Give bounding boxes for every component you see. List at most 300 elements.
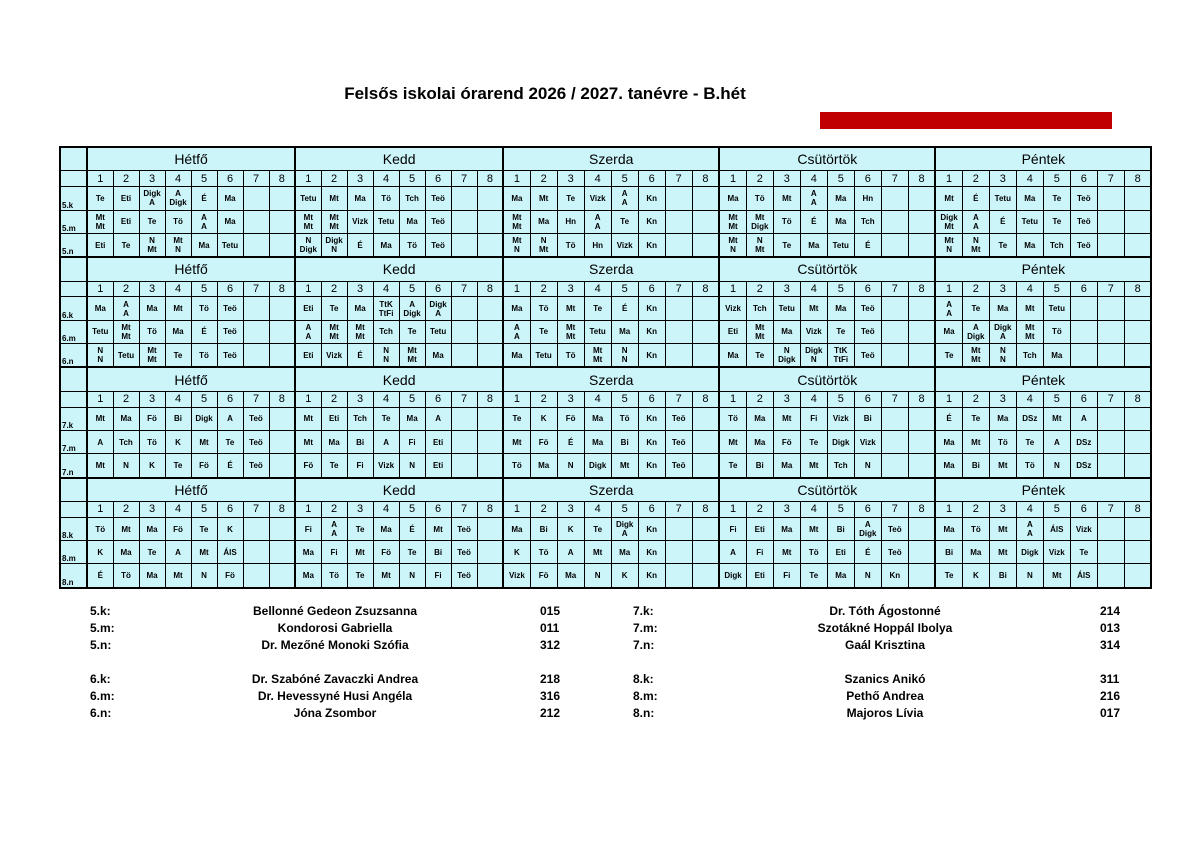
period-number: 8 — [269, 391, 295, 407]
lesson-cell: N N — [373, 344, 399, 368]
lesson-cell: A A — [962, 210, 989, 233]
lesson-cell: N — [1043, 454, 1070, 478]
lesson-cell: Fö — [191, 454, 217, 478]
legend-class: 8.m: — [633, 689, 658, 703]
lesson-cell: Ma — [611, 541, 638, 564]
lesson-cell: Ma — [746, 430, 773, 453]
lesson-cell: Ma — [425, 344, 451, 368]
lesson-cell: Mt N — [165, 233, 191, 257]
lesson-cell: Te — [935, 344, 962, 368]
period-number: 1 — [295, 501, 321, 517]
lesson-cell — [881, 297, 908, 320]
lesson-cell — [477, 430, 503, 453]
day-header: Péntek — [935, 478, 1151, 502]
period-number: 4 — [800, 501, 827, 517]
period-number-row — [60, 171, 1151, 187]
period-number: 3 — [139, 281, 165, 297]
lesson-cell: N — [1016, 564, 1043, 588]
lesson-cell: A A — [1016, 517, 1043, 540]
class-label: 6.n — [60, 344, 87, 368]
lesson-cell: N Mt — [746, 233, 773, 257]
lesson-cell: Mt — [530, 187, 557, 210]
lesson-cell: A Digk — [962, 320, 989, 343]
lesson-cell: Tö — [530, 297, 557, 320]
lesson-cell: Mt — [611, 454, 638, 478]
lesson-cell — [692, 541, 719, 564]
lesson-cell: Mt — [503, 430, 530, 453]
page-title: Felsős iskolai órarend 2026 / 2027. tanévre - B.hét — [344, 84, 746, 103]
lesson-cell — [477, 454, 503, 478]
period-number: 8 — [477, 171, 503, 187]
lesson-cell — [269, 541, 295, 564]
lesson-cell: N — [399, 564, 425, 588]
period-number: 1 — [719, 501, 746, 517]
period-number: 4 — [584, 501, 611, 517]
class-label: 7.n — [60, 454, 87, 478]
corner-cell — [60, 367, 87, 391]
lesson-cell: Tö — [962, 517, 989, 540]
lesson-cell: Ma — [935, 454, 962, 478]
lesson-cell: Mt — [373, 564, 399, 588]
lesson-cell — [665, 344, 692, 368]
period-number: 2 — [962, 281, 989, 297]
period-number: 7 — [665, 391, 692, 407]
class-row — [60, 517, 1151, 540]
lesson-cell: A — [165, 541, 191, 564]
day-header-row — [60, 257, 1151, 281]
period-number: 2 — [113, 501, 139, 517]
lesson-cell: Tö — [611, 407, 638, 430]
period-number: 5 — [1043, 281, 1070, 297]
lesson-cell: Tö — [191, 344, 217, 368]
lesson-cell: Teö — [425, 233, 451, 257]
lesson-cell: A — [373, 430, 399, 453]
lesson-cell — [908, 430, 935, 453]
lesson-cell: Ma — [113, 407, 139, 430]
lesson-cell: N Digk — [773, 344, 800, 368]
lesson-cell: K — [503, 541, 530, 564]
lesson-cell: K — [530, 407, 557, 430]
lesson-cell: Tetu — [1043, 297, 1070, 320]
lesson-cell — [908, 517, 935, 540]
legend-class: 7.m: — [633, 621, 658, 635]
period-number: 8 — [269, 171, 295, 187]
lesson-cell: Tch — [113, 430, 139, 453]
lesson-cell: A — [719, 541, 746, 564]
class-row — [60, 344, 1151, 368]
period-number: 2 — [746, 501, 773, 517]
period-number: 3 — [989, 171, 1016, 187]
lesson-cell — [908, 187, 935, 210]
lesson-cell: Kn — [638, 233, 665, 257]
period-number: 6 — [638, 171, 665, 187]
lesson-cell: Te — [746, 344, 773, 368]
lesson-cell: Eti — [719, 320, 746, 343]
lesson-cell: Ma — [139, 297, 165, 320]
lesson-cell: Digk — [191, 407, 217, 430]
lesson-cell: Te — [962, 407, 989, 430]
lesson-cell — [477, 344, 503, 368]
lesson-cell: É — [347, 344, 373, 368]
lesson-cell: Digk — [1016, 541, 1043, 564]
period-number: 1 — [87, 391, 113, 407]
lesson-cell: Teö — [854, 297, 881, 320]
lesson-cell: Ma — [217, 187, 243, 210]
lesson-cell: Eti — [746, 517, 773, 540]
corner-cell — [60, 391, 87, 407]
lesson-cell: Tch — [854, 210, 881, 233]
period-number: 2 — [113, 391, 139, 407]
lesson-cell: Tetu — [113, 344, 139, 368]
lesson-cell: Tetu — [217, 233, 243, 257]
period-number: 5 — [191, 501, 217, 517]
lesson-cell: Tö — [719, 407, 746, 430]
lesson-cell: Mt Mt — [139, 344, 165, 368]
lesson-cell — [692, 297, 719, 320]
period-number: 5 — [611, 391, 638, 407]
lesson-cell: Mt Mt — [321, 210, 347, 233]
lesson-cell: Vizk — [854, 430, 881, 453]
lesson-cell: Mt — [1043, 564, 1070, 588]
period-number: 2 — [113, 281, 139, 297]
lesson-cell — [269, 430, 295, 453]
lesson-cell: Eti — [827, 541, 854, 564]
lesson-cell: K — [139, 454, 165, 478]
legend-room: 216 — [1100, 689, 1121, 703]
lesson-cell: Mt — [800, 454, 827, 478]
day-header: Szerda — [503, 367, 719, 391]
period-number: 5 — [827, 281, 854, 297]
class-row — [60, 233, 1151, 257]
lesson-cell: N Mt — [530, 233, 557, 257]
legend-teacher: Gaál Krisztina — [844, 638, 926, 652]
lesson-cell: Digk — [827, 430, 854, 453]
lesson-cell: A A — [191, 210, 217, 233]
period-number: 1 — [503, 501, 530, 517]
lesson-cell: Te — [719, 454, 746, 478]
lesson-cell: Tetu — [425, 320, 451, 343]
lesson-cell: Kn — [638, 454, 665, 478]
class-row — [60, 210, 1151, 233]
period-number: 7 — [451, 171, 477, 187]
lesson-cell — [1070, 344, 1097, 368]
lesson-cell: Ma — [935, 517, 962, 540]
period-number: 1 — [295, 171, 321, 187]
lesson-cell — [908, 564, 935, 588]
lesson-cell: Teö — [1070, 233, 1097, 257]
lesson-cell: Tö — [87, 517, 113, 540]
legend-row — [0, 706, 1200, 723]
lesson-cell: Tö — [1016, 454, 1043, 478]
lesson-cell: Te — [800, 564, 827, 588]
legend-class: 7.k: — [633, 604, 654, 618]
lesson-cell — [477, 407, 503, 430]
lesson-cell: A A — [611, 187, 638, 210]
legend-room: 316 — [540, 689, 561, 703]
lesson-cell: Ma — [584, 430, 611, 453]
period-number: 3 — [989, 501, 1016, 517]
legend-room: 212 — [540, 706, 561, 720]
lesson-cell: Teö — [451, 564, 477, 588]
lesson-cell: Teö — [451, 541, 477, 564]
legend-teacher: Majoros Lívia — [846, 706, 924, 720]
period-number: 4 — [800, 391, 827, 407]
lesson-cell: Fi — [295, 517, 321, 540]
class-row — [60, 564, 1151, 588]
lesson-cell: Mt Mt — [584, 344, 611, 368]
lesson-cell: Teö — [217, 320, 243, 343]
period-number: 5 — [399, 501, 425, 517]
legend-teacher: Szanics Anikó — [844, 672, 926, 686]
lesson-cell: É — [611, 297, 638, 320]
class-label: 8.m — [60, 541, 87, 564]
lesson-cell — [1097, 564, 1124, 588]
period-number: 6 — [854, 281, 881, 297]
lesson-cell: Mt — [557, 297, 584, 320]
lesson-cell: Tö — [165, 210, 191, 233]
lesson-cell: Kn — [638, 541, 665, 564]
lesson-cell — [881, 210, 908, 233]
lesson-cell: Te — [139, 541, 165, 564]
period-number: 2 — [746, 281, 773, 297]
lesson-cell: Eti — [113, 210, 139, 233]
lesson-cell: Tetu — [584, 320, 611, 343]
lesson-cell: Bi — [165, 407, 191, 430]
class-label: 6.m — [60, 320, 87, 343]
period-number: 3 — [347, 501, 373, 517]
period-number: 2 — [321, 281, 347, 297]
lesson-cell: Te — [347, 517, 373, 540]
lesson-cell — [451, 407, 477, 430]
lesson-cell: Ma — [746, 407, 773, 430]
lesson-cell: Mt — [321, 187, 347, 210]
lesson-cell — [881, 233, 908, 257]
lesson-cell: Ma — [399, 210, 425, 233]
lesson-cell: Ma — [139, 564, 165, 588]
lesson-cell: N — [584, 564, 611, 588]
lesson-cell: K — [962, 564, 989, 588]
lesson-cell: Mt — [347, 541, 373, 564]
lesson-cell: Bi — [530, 517, 557, 540]
lesson-cell: Fö — [295, 454, 321, 478]
legend-row — [0, 638, 1200, 655]
corner-cell — [60, 147, 87, 171]
period-number: 6 — [425, 281, 451, 297]
lesson-cell: Vizk — [1043, 541, 1070, 564]
lesson-cell: Vizk — [611, 233, 638, 257]
lesson-cell: Mt — [113, 517, 139, 540]
period-number: 4 — [584, 281, 611, 297]
period-number: 1 — [295, 281, 321, 297]
lesson-cell: Tö — [139, 430, 165, 453]
lesson-cell: Fi — [746, 541, 773, 564]
lesson-cell — [908, 210, 935, 233]
lesson-cell: Mt N — [719, 233, 746, 257]
legend-teacher: Dr. Szabóné Zavaczki Andrea — [251, 672, 419, 686]
lesson-cell — [692, 233, 719, 257]
lesson-cell: Mt — [425, 517, 451, 540]
lesson-cell: Hn — [584, 233, 611, 257]
lesson-cell: Fi — [773, 564, 800, 588]
lesson-cell — [269, 233, 295, 257]
lesson-cell: Hn — [557, 210, 584, 233]
period-number: 3 — [773, 391, 800, 407]
lesson-cell: Kn — [638, 187, 665, 210]
lesson-cell: Bi — [989, 564, 1016, 588]
lesson-cell: Te — [935, 564, 962, 588]
lesson-cell: Mt Mt — [347, 320, 373, 343]
lesson-cell: N N — [989, 344, 1016, 368]
lesson-cell: Mt — [295, 407, 321, 430]
corner-cell — [60, 478, 87, 502]
legend-teacher: Jóna Zsombor — [293, 706, 377, 720]
period-number: 5 — [1043, 391, 1070, 407]
lesson-cell — [665, 187, 692, 210]
period-number: 7 — [1097, 501, 1124, 517]
day-header: Szerda — [503, 257, 719, 281]
period-number: 8 — [477, 501, 503, 517]
lesson-cell — [692, 564, 719, 588]
lesson-cell: Vizk — [719, 297, 746, 320]
period-number: 4 — [165, 281, 191, 297]
lesson-cell: Te — [347, 564, 373, 588]
lesson-cell: Digk A — [989, 320, 1016, 343]
lesson-cell — [477, 210, 503, 233]
period-number: 1 — [87, 171, 113, 187]
lesson-cell — [692, 517, 719, 540]
lesson-cell: Te — [827, 320, 854, 343]
lesson-cell: Mt — [165, 297, 191, 320]
class-label: 8.n — [60, 564, 87, 588]
lesson-cell — [243, 233, 269, 257]
lesson-cell: Fö — [557, 407, 584, 430]
lesson-cell: Tö — [191, 297, 217, 320]
lesson-cell: DSz — [1016, 407, 1043, 430]
period-number: 8 — [692, 171, 719, 187]
lesson-cell: Tö — [530, 541, 557, 564]
lesson-cell — [243, 297, 269, 320]
lesson-cell: Ma — [139, 517, 165, 540]
lesson-cell: A — [217, 407, 243, 430]
lesson-cell: Kn — [638, 430, 665, 453]
period-number: 7 — [243, 171, 269, 187]
class-label: 7.m — [60, 430, 87, 453]
lesson-cell: Tö — [399, 233, 425, 257]
lesson-cell: Te — [1043, 187, 1070, 210]
lesson-cell: Te — [611, 210, 638, 233]
lesson-cell: N — [854, 564, 881, 588]
lesson-cell: Te — [989, 233, 1016, 257]
period-number: 1 — [719, 171, 746, 187]
lesson-cell: Tö — [139, 320, 165, 343]
period-number: 5 — [827, 171, 854, 187]
lesson-cell: Teö — [243, 430, 269, 453]
legend-room: 312 — [540, 638, 561, 652]
period-number: 4 — [165, 171, 191, 187]
lesson-cell: É — [347, 233, 373, 257]
legend-class: 5.n: — [90, 638, 112, 652]
lesson-cell: A Digk — [165, 187, 191, 210]
lesson-cell — [692, 344, 719, 368]
class-label: 6.k — [60, 297, 87, 320]
period-number: 8 — [908, 171, 935, 187]
lesson-cell: Tö — [800, 541, 827, 564]
lesson-cell: A — [1070, 407, 1097, 430]
lesson-cell: Tetu — [87, 320, 113, 343]
lesson-cell — [1124, 210, 1151, 233]
lesson-cell: Ma — [719, 187, 746, 210]
lesson-cell — [451, 210, 477, 233]
day-header-row — [60, 147, 1151, 171]
lesson-cell: ÁlS — [217, 541, 243, 564]
period-number: 7 — [881, 171, 908, 187]
lesson-cell: Te — [503, 407, 530, 430]
period-number: 4 — [800, 281, 827, 297]
lesson-cell: K — [165, 430, 191, 453]
lesson-cell — [243, 517, 269, 540]
legend-row — [0, 621, 1200, 638]
lesson-cell — [1124, 454, 1151, 478]
lesson-cell: Tö — [321, 564, 347, 588]
lesson-cell — [692, 187, 719, 210]
lesson-cell — [1097, 233, 1124, 257]
period-number: 8 — [692, 281, 719, 297]
lesson-cell: Ma — [347, 297, 373, 320]
period-number: 8 — [1124, 281, 1151, 297]
period-number: 1 — [935, 391, 962, 407]
lesson-cell: Mt — [773, 407, 800, 430]
lesson-cell: Ma — [503, 344, 530, 368]
day-header: Szerda — [503, 478, 719, 502]
lesson-cell — [451, 454, 477, 478]
lesson-cell: Ma — [373, 233, 399, 257]
lesson-cell: A A — [935, 297, 962, 320]
legend-room: 218 — [540, 672, 561, 686]
lesson-cell — [243, 541, 269, 564]
lesson-cell: É — [989, 210, 1016, 233]
lesson-cell: Mt — [773, 187, 800, 210]
day-header: Kedd — [295, 478, 503, 502]
day-header-row — [60, 367, 1151, 391]
period-number: 2 — [530, 501, 557, 517]
period-number: 6 — [854, 501, 881, 517]
lesson-cell: DSz — [1070, 430, 1097, 453]
lesson-cell: A A — [584, 210, 611, 233]
period-number: 8 — [1124, 171, 1151, 187]
lesson-cell: Te — [217, 430, 243, 453]
legend-class: 6.k: — [90, 672, 111, 686]
lesson-cell: Digk Mt — [935, 210, 962, 233]
legend-class: 5.m: — [90, 621, 115, 635]
lesson-cell: É — [962, 187, 989, 210]
lesson-cell: Ma — [87, 297, 113, 320]
period-number: 4 — [584, 171, 611, 187]
lesson-cell: Tetu — [827, 233, 854, 257]
lesson-cell: Teö — [217, 344, 243, 368]
lesson-cell — [1124, 344, 1151, 368]
lesson-cell: A A — [503, 320, 530, 343]
lesson-cell: Mt — [191, 430, 217, 453]
lesson-cell: Fö — [373, 541, 399, 564]
lesson-cell: Mt N — [935, 233, 962, 257]
day-header: Szerda — [503, 147, 719, 171]
period-number: 4 — [800, 171, 827, 187]
legend-class: 5.k: — [90, 604, 111, 618]
day-header: Hétfő — [87, 478, 295, 502]
day-header: Kedd — [295, 367, 503, 391]
lesson-cell: É — [217, 454, 243, 478]
lesson-cell: Fö — [530, 564, 557, 588]
